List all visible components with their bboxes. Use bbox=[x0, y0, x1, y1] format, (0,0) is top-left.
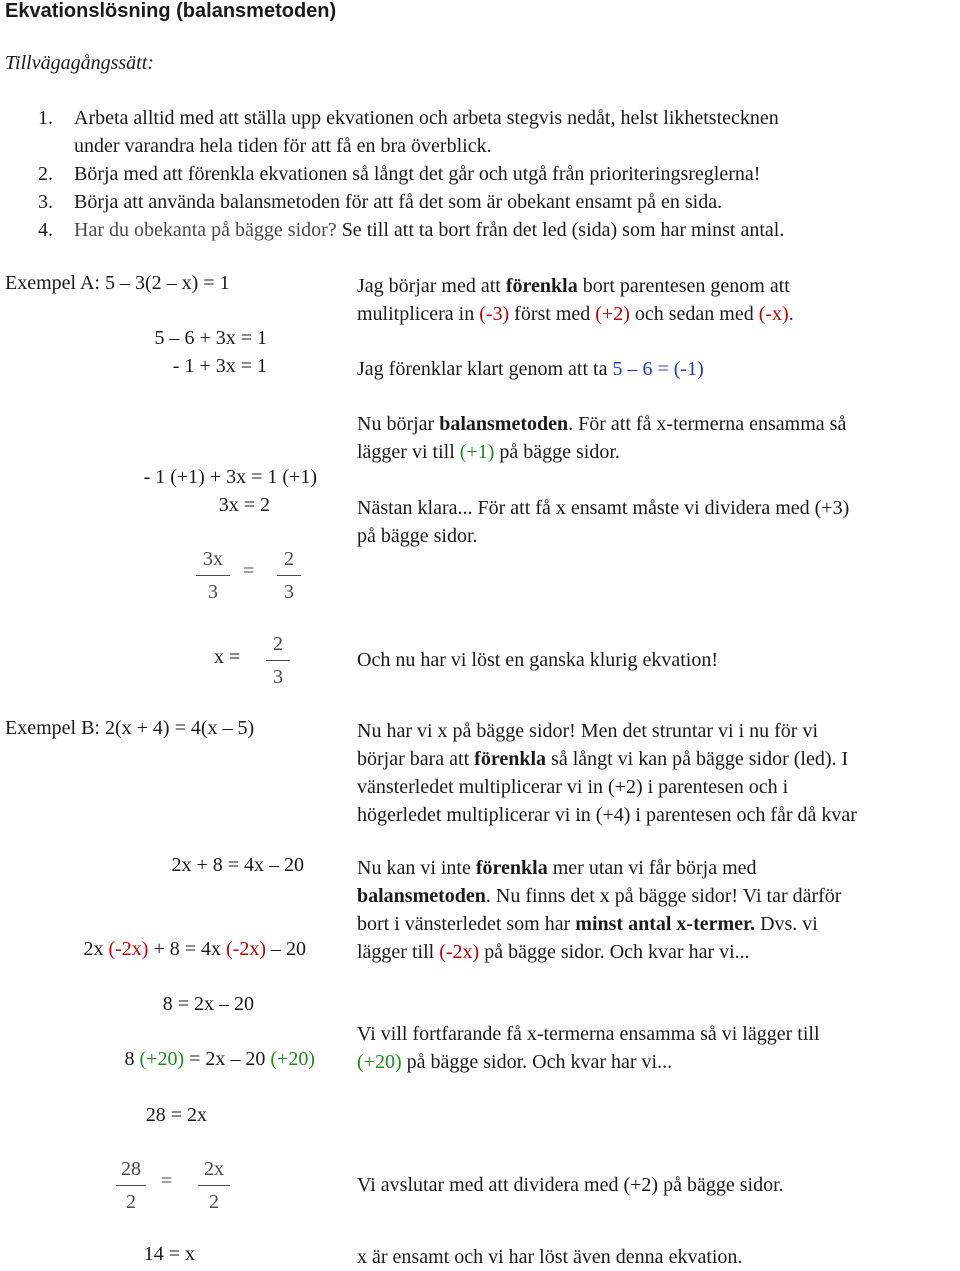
step-text: Arbeta alltid med att ställa upp ekvationen och arbeta stegvis nedåt, helst likhetstecknen bbox=[74, 107, 779, 129]
step-text-cont: under varandra hela tiden för att få en bra överblick. bbox=[74, 135, 492, 157]
example-b-step-4: 8 (+20) = 2x – 20 (+20) bbox=[124, 1048, 315, 1070]
example-b-step-3: 8 = 2x – 20 bbox=[162, 993, 254, 1015]
example-a-explanation-4: Nästan klara... För att få x ensamt måste vi dividera med (+3) på bägge sidor. bbox=[357, 497, 850, 547]
step-text: Börja att använda balansmetoden för att få det som är obekant ensamt på en sida. bbox=[74, 191, 723, 213]
step-1 bbox=[38, 104, 779, 160]
page-title: Ekvationslösning (balansmetoden) bbox=[5, 0, 337, 22]
step-number: 1. bbox=[38, 107, 53, 129]
fraction-2x-over-2: 2x 2 bbox=[198, 1155, 230, 1216]
example-a-step-1: 5 – 6 + 3x = 1 bbox=[154, 327, 267, 349]
step-2 bbox=[38, 160, 760, 188]
step-number: 4. bbox=[38, 219, 53, 241]
x-equals: x = bbox=[214, 646, 241, 668]
example-a-step-2: - 1 + 3x = 1 bbox=[172, 355, 267, 377]
equals-sign: = bbox=[161, 1170, 173, 1192]
example-a-explanation-1: Jag börjar med att förenkla bort parentesen genom att mulitplicera in (-3) först med (+2) och sedan med (-x). bbox=[357, 275, 794, 325]
example-b-result: 14 = x bbox=[143, 1243, 195, 1265]
step-3 bbox=[38, 188, 722, 216]
example-b-explanation-2: Nu kan vi inte förenkla mer utan vi får börja med balansmetoden. Nu finns det x på bägge sidor! Vi tar därför bort i vänsterledet som har minst antal x-termer. Dvs. vi lägger till (-2x) på bägge sidor. Och kvar har vi... bbox=[357, 857, 842, 963]
example-a-explanation-3: Nu börjar balansmetoden. För att få x-termerna ensamma så lägger vi till (+1) på bägge sidor. bbox=[357, 413, 847, 463]
example-a-explanation-5: Och nu har vi löst en ganska klurig ekvation! bbox=[357, 649, 719, 671]
step-number: 3. bbox=[38, 191, 53, 213]
fraction-3x-over-3: 3x 3 bbox=[196, 545, 230, 606]
example-b-explanation-1: Nu har vi x på bägge sidor! Men det struntar vi i nu för vi börjar bara att förenkla så långt vi kan på bägge sidor (led). I vänsterledet multiplicerar vi in (+2) i parentesen och i högerledet multiplicerar vi in (+4) i parentesen och får då kvar bbox=[357, 720, 857, 826]
fraction-result-2-over-3: 2 3 bbox=[266, 630, 290, 691]
example-b-label: Exempel B: 2(x + 4) = 4(x – 5) bbox=[5, 717, 255, 739]
example-a-step-4: 3x = 2 bbox=[218, 494, 270, 516]
subtitle: Tillvägagångssätt: bbox=[5, 52, 154, 74]
step-text: Se till att ta bort från det led (sida) som har minst antal. bbox=[336, 219, 785, 241]
example-a-explanation-2: Jag förenklar klart genom att ta 5 – 6 = (-1) bbox=[357, 358, 704, 380]
example-b-explanation-4: Vi avslutar med att dividera med (+2) på bägge sidor. bbox=[357, 1174, 784, 1196]
example-b-step-1: 2x + 8 = 4x – 20 bbox=[171, 854, 304, 876]
example-b-explanation-5: x är ensamt och vi har löst även denna ekvation. bbox=[357, 1246, 743, 1268]
fraction-2-over-3: 2 3 bbox=[277, 545, 301, 606]
example-b-step-5: 28 = 2x bbox=[145, 1104, 207, 1126]
example-b-step-2: 2x (-2x) + 8 = 4x (-2x) – 20 bbox=[83, 938, 306, 960]
step-text: Börja med att förenkla ekvationen så långt det går och utgå från prioriteringsreglerna! bbox=[74, 163, 761, 185]
example-a-label: Exempel A: 5 – 3(2 – x) = 1 bbox=[5, 272, 230, 294]
example-b-explanation-3: Vi vill fortfarande få x-termerna ensamma så vi lägger till (+20) på bägge sidor. Och kvar har vi... bbox=[357, 1023, 820, 1073]
step-question: Har du obekanta på bägge sidor? bbox=[74, 219, 337, 241]
step-number: 2. bbox=[38, 163, 53, 185]
step-4 bbox=[38, 216, 784, 244]
equals-sign: = bbox=[243, 560, 255, 582]
example-a-step-3: - 1 (+1) + 3x = 1 (+1) bbox=[143, 466, 317, 488]
fraction-28-over-2: 28 2 bbox=[116, 1155, 146, 1216]
